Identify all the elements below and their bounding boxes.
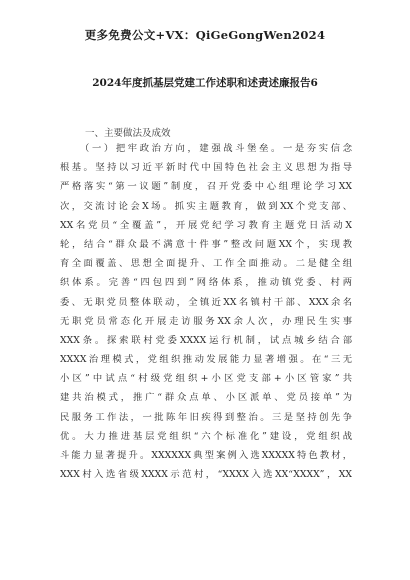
paragraph-line: 轮，结合“群众最不满意十件事”整改问题XX个，实现教 — [60, 238, 352, 250]
paragraph-line: 织体系。完善“四包四到”网络体系，推动镇党委、村两 — [60, 277, 352, 289]
section-heading: 一、主要做法及成效 — [85, 128, 171, 139]
paragraph-line: XXX条。探索联村党委XXXX运行机制，试点城乡结合部 — [60, 334, 352, 346]
body-paragraph — [60, 139, 352, 484]
paragraph-line: 严格落实“第一议题”制度，召开党委中心组理论学习XX — [60, 181, 352, 193]
paragraph-line: XXXX治理模式，党组织推动发展能力显著增强。在“三无 — [60, 354, 352, 366]
paragraph-line: 育全面覆盖、思想全面提升、工作全面推动。二是健全组 — [60, 258, 352, 270]
paragraph-line: 次，交流讨论会X场。抓实主题教育，做到XX个党支部、 — [60, 200, 352, 212]
paragraph-line: XXX村入选省级XXXX示范村，“XXXX入选XX“XXXX”，XX — [60, 469, 352, 481]
paragraph-line: 根基。坚持以习近平新时代中国特色社会主义思想为指导 — [60, 162, 352, 174]
paragraph-line: 建共治模式，推广“群众点单、小区派单、党员接单”为 — [60, 392, 352, 404]
paragraph-line: （一）把牢政治方向，建强战斗堡垒。一是夯实信念 — [80, 143, 352, 154]
paragraph-line: 小区”中试点“村级党组织+小区党支部+小区管家”共 — [60, 373, 352, 385]
paragraph-line: 优。大力推进基层党组织“六个标准化”建设，党组织战 — [60, 430, 352, 442]
paragraph-line: 无职党员常态化开展走访服务XX余人次，办理民生实事 — [60, 315, 352, 327]
paragraph-line: 民服务工作法，一批陈年旧疾得到整治。三是坚持创先争 — [60, 411, 352, 423]
promo-banner: 更多免费公文+VX：QiGeGongWen2024 — [84, 28, 326, 42]
document-title: 2024年度抓基层党建工作述职和述责述廉报告6 — [92, 77, 318, 89]
paragraph-line: XX名党员“全覆盖”，开展党纪学习教育主题党日活动X — [60, 219, 352, 231]
paragraph-line: 委、无职党员整体联动，全镇近XX名镇村干部、XXX余名 — [60, 296, 352, 308]
paragraph-line: 斗能力显著提升。XXXXXX典型案例入选XXXXX特色教材， — [60, 450, 352, 461]
